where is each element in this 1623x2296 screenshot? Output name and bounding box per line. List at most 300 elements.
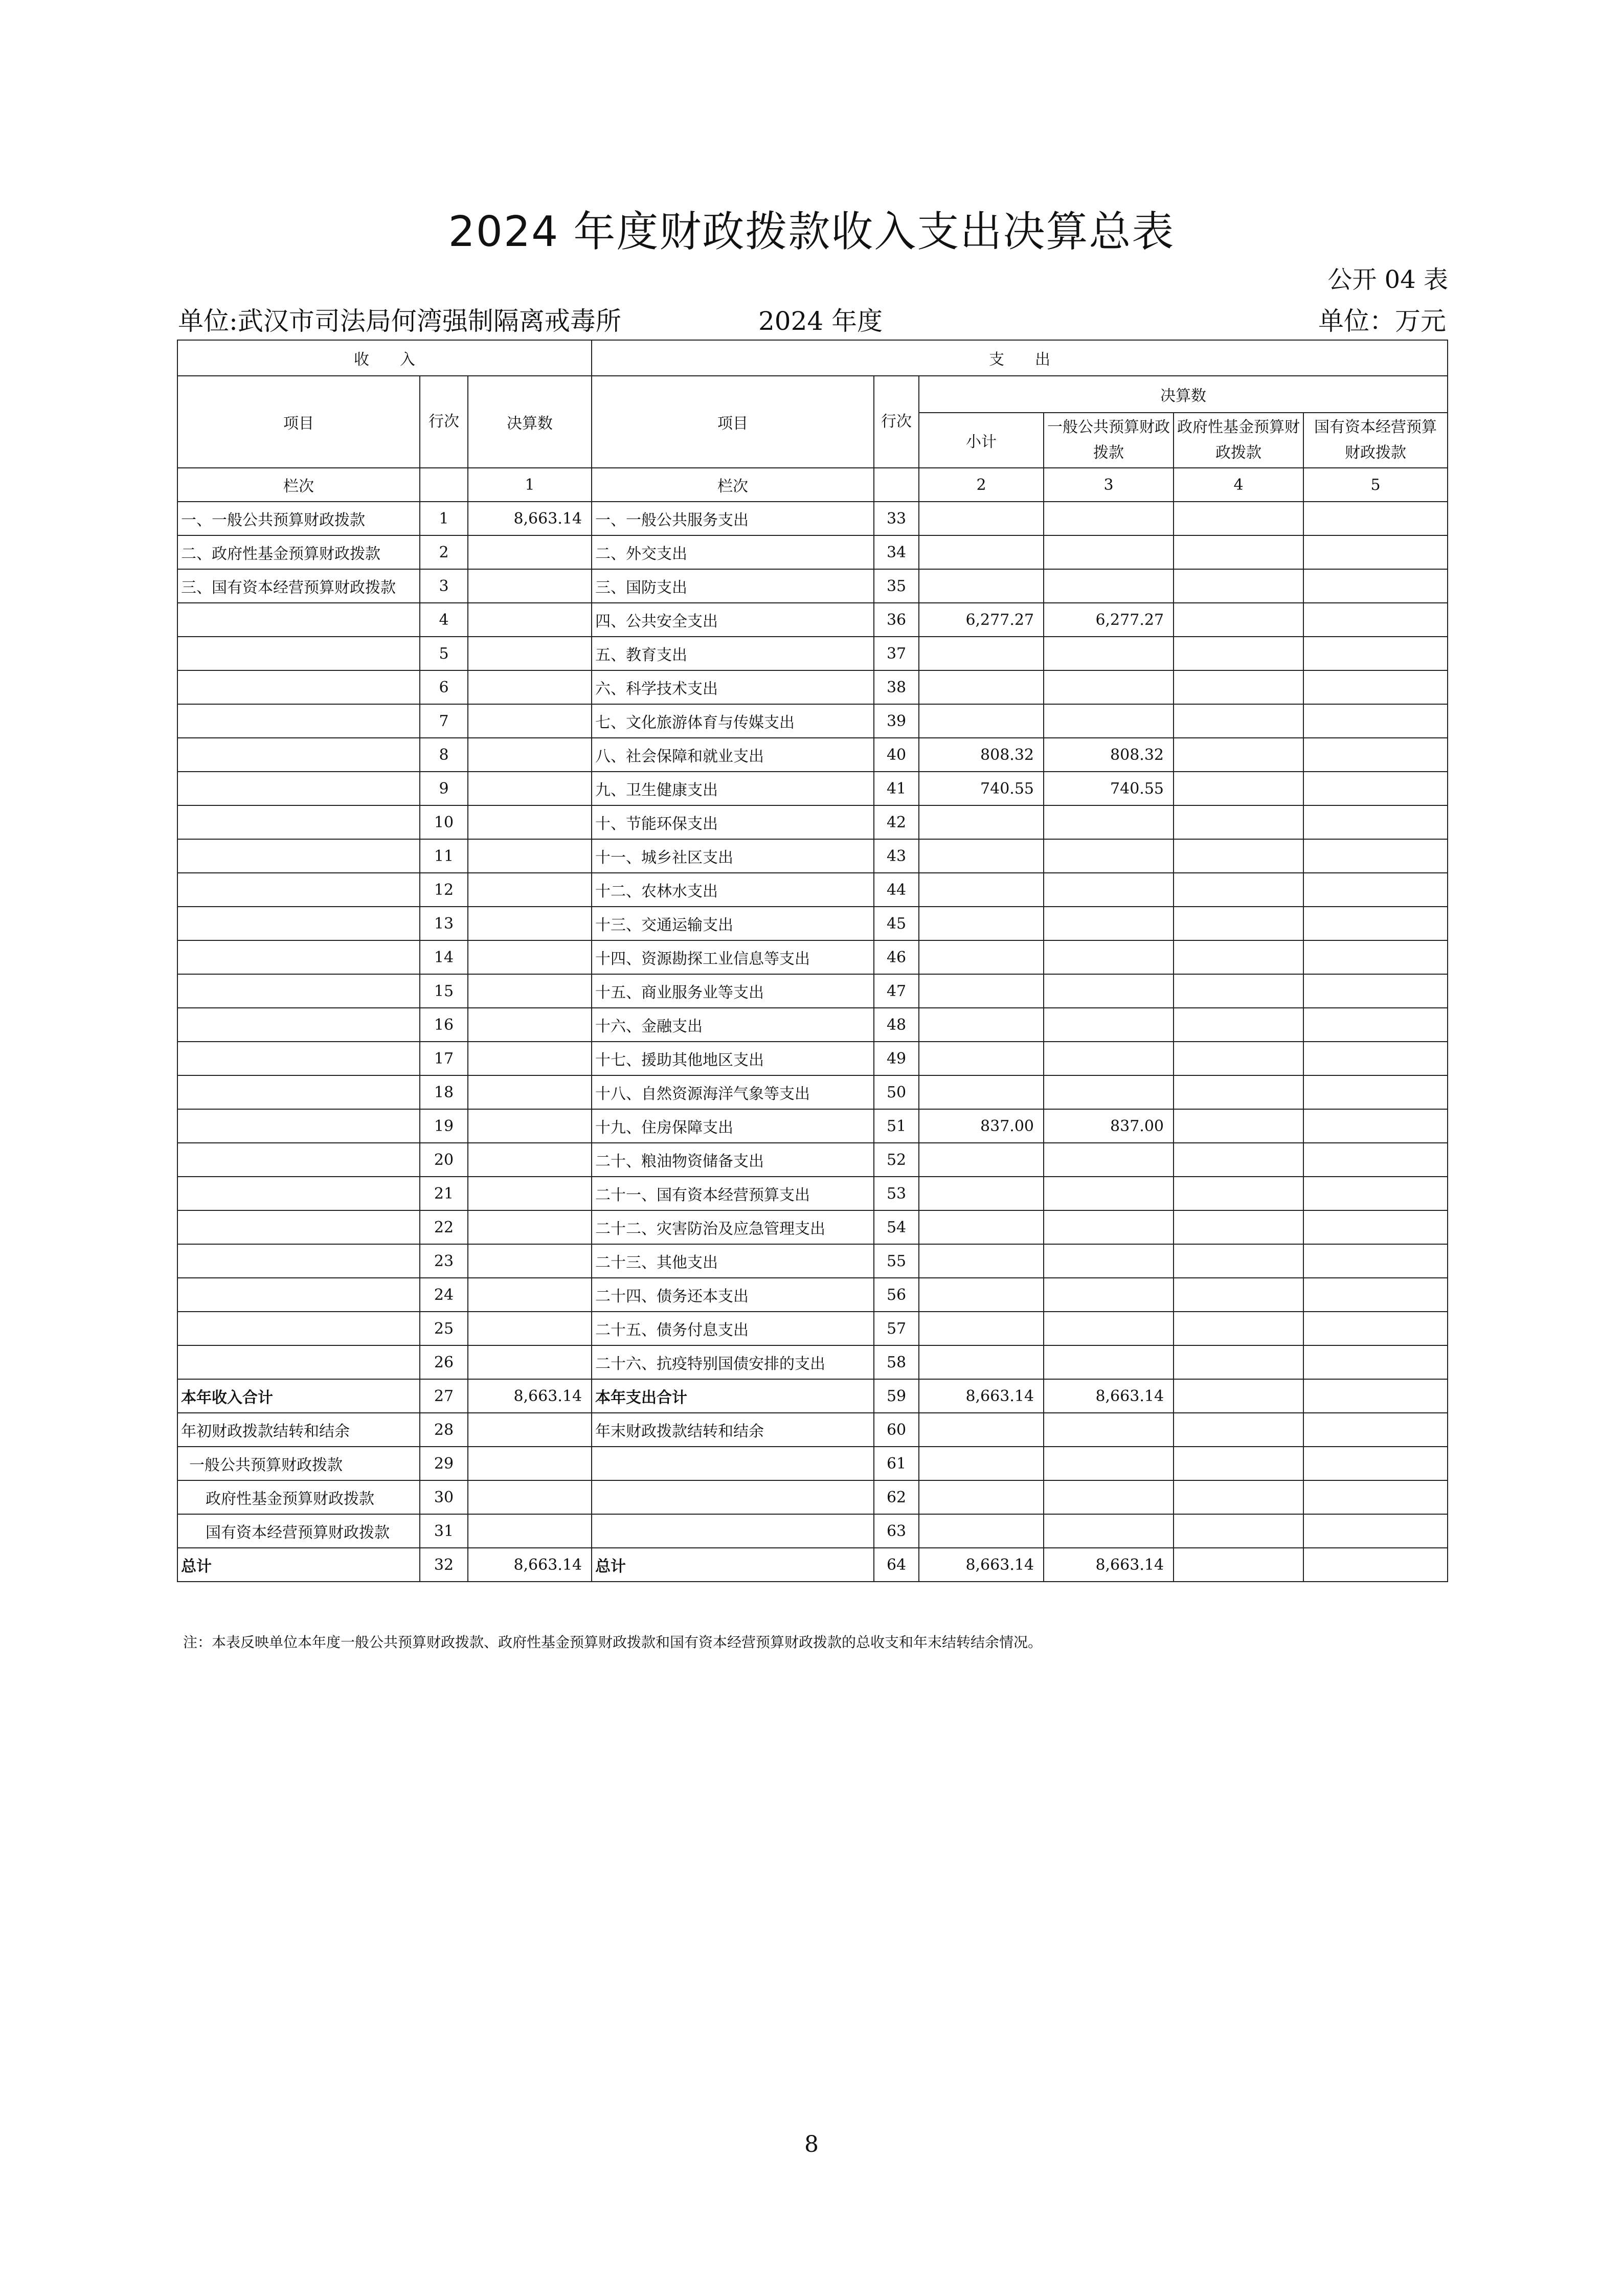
- income-item: [177, 940, 420, 974]
- expense-subtotal: [919, 1075, 1044, 1109]
- expense-state-capital: [1303, 569, 1448, 603]
- table-row: [177, 1244, 1448, 1278]
- expense-line-no: 49: [874, 1042, 919, 1075]
- income-line-no: 24: [420, 1278, 468, 1312]
- expense-state-capital: [1303, 738, 1448, 772]
- income-item: [177, 1008, 420, 1042]
- expense-general-budget: [1044, 873, 1174, 907]
- income-line-no: 31: [420, 1514, 468, 1548]
- table-row: [177, 907, 1448, 940]
- expense-general-budget: [1044, 502, 1174, 535]
- balance-row: [177, 1447, 1448, 1480]
- expense-item: 十三、交通运输支出: [592, 907, 874, 940]
- expense-state-capital: [1303, 1312, 1448, 1345]
- table-note: 注：本表反映单位本年度一般公共预算财政拨款、政府性基金预算财政拨款和国有资本经营预算财政拨款的总收支和年末结转结余情况。: [183, 1634, 1043, 1651]
- expense-fund-budget: [1174, 1244, 1303, 1278]
- expense-state-capital: [1303, 1345, 1448, 1379]
- expense-fund-budget: [1174, 907, 1303, 940]
- income-item: [177, 1244, 420, 1278]
- income-line-no: 9: [420, 772, 468, 805]
- table-row: [177, 1042, 1448, 1075]
- expense-subtotal: [919, 907, 1044, 940]
- expense-item: 本年支出合计: [592, 1379, 874, 1413]
- page-number: 8: [804, 2131, 819, 2157]
- expense-general-budget: [1044, 1413, 1174, 1447]
- expense-line-no: 52: [874, 1143, 919, 1177]
- expense-fund-budget: [1174, 535, 1303, 569]
- expense-general-budget: [1044, 907, 1174, 940]
- expense-line-no: 48: [874, 1008, 919, 1042]
- expense-line-no: 41: [874, 772, 919, 805]
- column-index-cell: 1: [468, 468, 592, 502]
- income-amount: [468, 1177, 592, 1210]
- balance-row: [177, 1413, 1448, 1447]
- expense-item: 二十三、其他支出: [592, 1244, 874, 1278]
- expense-line-no: 63: [874, 1514, 919, 1548]
- expense-general-budget: [1044, 1345, 1174, 1379]
- income-item: [177, 907, 420, 940]
- expense-subtotal: [919, 940, 1044, 974]
- expense-line-no: 34: [874, 535, 919, 569]
- income-line-no: 12: [420, 873, 468, 907]
- expense-item: 五、教育支出: [592, 637, 874, 670]
- fund-budget-header: 政府性基金预算财政拨款: [1174, 413, 1303, 468]
- table-row: [177, 738, 1448, 772]
- expense-state-capital: [1303, 502, 1448, 535]
- income-item: [177, 704, 420, 738]
- table-row: [177, 637, 1448, 670]
- expense-subtotal: [919, 1514, 1044, 1548]
- table-row: [177, 805, 1448, 839]
- expense-item: 十五、商业服务业等支出: [592, 974, 874, 1008]
- expense-line-no: 64: [874, 1548, 919, 1582]
- income-amount: [468, 1210, 592, 1244]
- expense-fund-budget: [1174, 1514, 1303, 1548]
- table-row: [177, 1177, 1448, 1210]
- general-budget-header: 一般公共预算财政拨款: [1044, 413, 1174, 468]
- expense-line-no: 56: [874, 1278, 919, 1312]
- income-line-no: 22: [420, 1210, 468, 1244]
- expense-amount-header: 决算数: [919, 376, 1448, 413]
- income-line-no: 15: [420, 974, 468, 1008]
- income-line-no: 26: [420, 1345, 468, 1379]
- expense-item: 十九、住房保障支出: [592, 1109, 874, 1143]
- expense-general-budget: 837.00: [1044, 1109, 1174, 1143]
- income-item: 政府性基金预算财政拨款: [177, 1480, 420, 1514]
- expense-fund-budget: [1174, 738, 1303, 772]
- expense-line-no: 61: [874, 1447, 919, 1480]
- expense-line-no: 60: [874, 1413, 919, 1447]
- table-row: [177, 940, 1448, 974]
- expense-fund-budget: [1174, 1447, 1303, 1480]
- income-item: [177, 1312, 420, 1345]
- expense-state-capital: [1303, 1244, 1448, 1278]
- income-amount: 8,663.14: [468, 502, 592, 535]
- income-amount: [468, 974, 592, 1008]
- expense-subtotal: 740.55: [919, 772, 1044, 805]
- expense-state-capital: [1303, 1109, 1448, 1143]
- income-item: 三、国有资本经营预算财政拨款: [177, 569, 420, 603]
- income-amount: [468, 738, 592, 772]
- expense-item-header: 项目: [592, 376, 874, 468]
- state-capital-header: 国有资本经营预算财政拨款: [1303, 413, 1448, 468]
- expense-line-no: 43: [874, 839, 919, 873]
- expense-line-no: 51: [874, 1109, 919, 1143]
- income-item: [177, 637, 420, 670]
- expense-general-budget: [1044, 569, 1174, 603]
- expense-general-budget: 6,277.27: [1044, 603, 1174, 637]
- income-section-header: 收 入: [177, 340, 592, 376]
- expense-state-capital: [1303, 1480, 1448, 1514]
- expense-fund-budget: [1174, 772, 1303, 805]
- income-line-no: 6: [420, 670, 468, 704]
- table-row: [177, 1312, 1448, 1345]
- income-amount: [468, 1514, 592, 1548]
- expense-subtotal: [919, 1312, 1044, 1345]
- expense-fund-budget: [1174, 1379, 1303, 1413]
- expense-item: 二十六、抗疫特别国债安排的支出: [592, 1345, 874, 1379]
- income-amount: [468, 535, 592, 569]
- income-amount: [468, 1447, 592, 1480]
- expense-state-capital: [1303, 839, 1448, 873]
- expense-fund-budget: [1174, 1042, 1303, 1075]
- expense-line-no: 53: [874, 1177, 919, 1210]
- income-line-no-header: 行次: [420, 376, 468, 468]
- income-item: [177, 1345, 420, 1379]
- income-amount: [468, 1042, 592, 1075]
- expense-state-capital: [1303, 1548, 1448, 1582]
- expense-fund-budget: [1174, 1312, 1303, 1345]
- expense-line-no: 46: [874, 940, 919, 974]
- table-row: [177, 603, 1448, 637]
- income-item-header: 项目: [177, 376, 420, 468]
- report-year: 2024 年度: [758, 306, 883, 336]
- income-amount: [468, 637, 592, 670]
- table-row: [177, 1143, 1448, 1177]
- expense-item: 二十一、国有资本经营预算支出: [592, 1177, 874, 1210]
- income-line-no: 11: [420, 839, 468, 873]
- income-line-no: 13: [420, 907, 468, 940]
- income-amount: [468, 569, 592, 603]
- subtotal-header: 小计: [919, 413, 1044, 468]
- expense-subtotal: [919, 873, 1044, 907]
- income-item: 二、政府性基金预算财政拨款: [177, 535, 420, 569]
- expense-subtotal: [919, 839, 1044, 873]
- income-amount: [468, 704, 592, 738]
- table-row: [177, 502, 1448, 535]
- expense-line-no-header: 行次: [874, 376, 919, 468]
- expense-line-no: 36: [874, 603, 919, 637]
- expense-subtotal: [919, 1413, 1044, 1447]
- balance-row: [177, 1480, 1448, 1514]
- expense-fund-budget: [1174, 1345, 1303, 1379]
- expense-item: 十六、金融支出: [592, 1008, 874, 1042]
- column-header-row: [177, 376, 1448, 413]
- expense-section-header: 支 出: [592, 340, 1448, 376]
- unit-line: [178, 301, 1446, 336]
- income-amount: [468, 1008, 592, 1042]
- income-line-no: 2: [420, 535, 468, 569]
- expense-fund-budget: [1174, 502, 1303, 535]
- income-item: [177, 1210, 420, 1244]
- income-amount: [468, 1075, 592, 1109]
- organization-name: 单位:武汉市司法局何湾强制隔离戒毒所: [178, 306, 621, 336]
- expense-fund-budget: [1174, 1075, 1303, 1109]
- expense-fund-budget: [1174, 974, 1303, 1008]
- expense-general-budget: [1044, 1312, 1174, 1345]
- income-amount-header: 决算数: [468, 376, 592, 468]
- income-line-no: 23: [420, 1244, 468, 1278]
- table-row: [177, 569, 1448, 603]
- income-line-no: 20: [420, 1143, 468, 1177]
- expense-state-capital: [1303, 772, 1448, 805]
- expense-state-capital: [1303, 535, 1448, 569]
- income-line-no: 32: [420, 1548, 468, 1582]
- income-amount: [468, 1345, 592, 1379]
- expense-fund-budget: [1174, 637, 1303, 670]
- expense-fund-budget: [1174, 1008, 1303, 1042]
- appropriation-summary-table: [177, 340, 1448, 1582]
- income-line-no: 27: [420, 1379, 468, 1413]
- income-amount: [468, 1413, 592, 1447]
- income-amount: [468, 1480, 592, 1514]
- expense-general-budget: [1044, 1042, 1174, 1075]
- expense-line-no: 59: [874, 1379, 919, 1413]
- expense-general-budget: [1044, 1514, 1174, 1548]
- income-line-no: 10: [420, 805, 468, 839]
- expense-subtotal: [919, 1345, 1044, 1379]
- expense-general-budget: [1044, 805, 1174, 839]
- income-item: [177, 1143, 420, 1177]
- expense-line-no: 62: [874, 1480, 919, 1514]
- income-item: 本年收入合计: [177, 1379, 420, 1413]
- expense-general-budget: [1044, 670, 1174, 704]
- expense-fund-budget: [1174, 569, 1303, 603]
- income-amount: [468, 1244, 592, 1278]
- expense-fund-budget: [1174, 670, 1303, 704]
- table-row: [177, 1109, 1448, 1143]
- income-line-no: 30: [420, 1480, 468, 1514]
- income-amount: [468, 1312, 592, 1345]
- expense-state-capital: [1303, 1413, 1448, 1447]
- expense-item: 六、科学技术支出: [592, 670, 874, 704]
- expense-line-no: 55: [874, 1244, 919, 1278]
- expense-item: 九、卫生健康支出: [592, 772, 874, 805]
- expense-line-no: 58: [874, 1345, 919, 1379]
- expense-general-budget: [1044, 704, 1174, 738]
- expense-fund-budget: [1174, 1210, 1303, 1244]
- expense-general-budget: [1044, 1244, 1174, 1278]
- expense-subtotal: [919, 1244, 1044, 1278]
- expense-subtotal: [919, 637, 1044, 670]
- table-row: [177, 839, 1448, 873]
- expense-fund-budget: [1174, 1278, 1303, 1312]
- expense-state-capital: [1303, 1042, 1448, 1075]
- expense-item: [592, 1447, 874, 1480]
- expense-line-no: 42: [874, 805, 919, 839]
- income-line-no: 29: [420, 1447, 468, 1480]
- expense-general-budget: [1044, 1143, 1174, 1177]
- balance-row: [177, 1514, 1448, 1548]
- expense-item: 四、公共安全支出: [592, 603, 874, 637]
- income-amount: [468, 772, 592, 805]
- expense-state-capital: [1303, 1379, 1448, 1413]
- income-line-no: 14: [420, 940, 468, 974]
- expense-state-capital: [1303, 1447, 1448, 1480]
- expense-subtotal: 8,663.14: [919, 1379, 1044, 1413]
- income-amount: 8,663.14: [468, 1548, 592, 1582]
- income-amount: [468, 907, 592, 940]
- expense-item: 十一、城乡社区支出: [592, 839, 874, 873]
- expense-fund-budget: [1174, 1109, 1303, 1143]
- expense-item: [592, 1480, 874, 1514]
- expense-general-budget: [1044, 1008, 1174, 1042]
- income-line-no: 4: [420, 603, 468, 637]
- expense-fund-budget: [1174, 873, 1303, 907]
- expense-state-capital: [1303, 1008, 1448, 1042]
- table-row: [177, 1210, 1448, 1244]
- expense-fund-budget: [1174, 603, 1303, 637]
- column-index-cell: 4: [1174, 468, 1303, 502]
- expense-fund-budget: [1174, 704, 1303, 738]
- table-row: [177, 1278, 1448, 1312]
- income-item: [177, 1177, 420, 1210]
- income-line-no: 16: [420, 1008, 468, 1042]
- expense-fund-budget: [1174, 1177, 1303, 1210]
- expense-state-capital: [1303, 1143, 1448, 1177]
- income-line-no: 1: [420, 502, 468, 535]
- table-row: [177, 772, 1448, 805]
- column-index-cell: 5: [1303, 468, 1448, 502]
- expense-fund-budget: [1174, 839, 1303, 873]
- currency-unit: 单位：万元: [1318, 306, 1446, 336]
- income-item: [177, 873, 420, 907]
- expense-fund-budget: [1174, 1143, 1303, 1177]
- income-amount: [468, 839, 592, 873]
- expense-state-capital: [1303, 637, 1448, 670]
- expense-general-budget: 808.32: [1044, 738, 1174, 772]
- income-item: 年初财政拨款结转和结余: [177, 1413, 420, 1447]
- expense-line-no: 47: [874, 974, 919, 1008]
- table-row: [177, 535, 1448, 569]
- expense-subtotal: [919, 1143, 1044, 1177]
- column-index-label: 栏次: [592, 468, 874, 502]
- expense-general-budget: [1044, 940, 1174, 974]
- expense-state-capital: [1303, 1177, 1448, 1210]
- expense-general-budget: 8,663.14: [1044, 1548, 1174, 1582]
- expense-item: 七、文化旅游体育与传媒支出: [592, 704, 874, 738]
- expense-general-budget: [1044, 1177, 1174, 1210]
- table-row: [177, 670, 1448, 704]
- expense-subtotal: [919, 974, 1044, 1008]
- expense-general-budget: [1044, 637, 1174, 670]
- expense-general-budget: [1044, 1480, 1174, 1514]
- table-row: [177, 974, 1448, 1008]
- expense-state-capital: [1303, 974, 1448, 1008]
- expense-subtotal: 808.32: [919, 738, 1044, 772]
- expense-item: 十二、农林水支出: [592, 873, 874, 907]
- expense-subtotal: [919, 1177, 1044, 1210]
- income-item: [177, 772, 420, 805]
- expense-subtotal: [919, 1278, 1044, 1312]
- expense-state-capital: [1303, 603, 1448, 637]
- expense-state-capital: [1303, 805, 1448, 839]
- income-item: [177, 1278, 420, 1312]
- income-item: 总计: [177, 1548, 420, 1582]
- income-item: [177, 603, 420, 637]
- income-item: [177, 670, 420, 704]
- income-line-no: 25: [420, 1312, 468, 1345]
- expense-item: 年末财政拨款结转和结余: [592, 1413, 874, 1447]
- table-row: [177, 1345, 1448, 1379]
- expense-item: 二十四、债务还本支出: [592, 1278, 874, 1312]
- expense-item: 十七、援助其他地区支出: [592, 1042, 874, 1075]
- income-line-no: 3: [420, 569, 468, 603]
- grand-total-row: [177, 1548, 1448, 1582]
- income-item: [177, 1109, 420, 1143]
- income-line-no: 21: [420, 1177, 468, 1210]
- expense-item: 十四、资源勘探工业信息等支出: [592, 940, 874, 974]
- expense-subtotal: [919, 1210, 1044, 1244]
- income-item: [177, 1042, 420, 1075]
- expense-item: 一、一般公共服务支出: [592, 502, 874, 535]
- column-index-cell: [874, 468, 919, 502]
- expense-fund-budget: [1174, 1480, 1303, 1514]
- income-line-no: 18: [420, 1075, 468, 1109]
- income-amount: [468, 670, 592, 704]
- expense-subtotal: [919, 1480, 1044, 1514]
- column-index-cell: [420, 468, 468, 502]
- expense-state-capital: [1303, 704, 1448, 738]
- income-amount: [468, 873, 592, 907]
- expense-subtotal: [919, 1008, 1044, 1042]
- expense-line-no: 39: [874, 704, 919, 738]
- income-line-no: 8: [420, 738, 468, 772]
- table-row: [177, 1008, 1448, 1042]
- expense-state-capital: [1303, 1075, 1448, 1109]
- expense-state-capital: [1303, 940, 1448, 974]
- expense-subtotal: [919, 502, 1044, 535]
- column-index-cell: 2: [919, 468, 1044, 502]
- column-index-row: [177, 468, 1448, 502]
- year-total-row: [177, 1379, 1448, 1413]
- table-row: [177, 1075, 1448, 1109]
- expense-subtotal: [919, 535, 1044, 569]
- income-item: [177, 839, 420, 873]
- income-item: [177, 1075, 420, 1109]
- column-index-label: 栏次: [177, 468, 420, 502]
- income-amount: [468, 940, 592, 974]
- expense-line-no: 54: [874, 1210, 919, 1244]
- expense-line-no: 35: [874, 569, 919, 603]
- income-line-no: 5: [420, 637, 468, 670]
- income-item: 一般公共预算财政拨款: [177, 1447, 420, 1480]
- income-amount: [468, 1109, 592, 1143]
- income-amount: 8,663.14: [468, 1379, 592, 1413]
- expense-line-no: 57: [874, 1312, 919, 1345]
- table-number: 公开 04 表: [1327, 265, 1448, 294]
- expense-fund-budget: [1174, 1548, 1303, 1582]
- expense-general-budget: [1044, 1447, 1174, 1480]
- expense-line-no: 38: [874, 670, 919, 704]
- expense-general-budget: [1044, 839, 1174, 873]
- expense-fund-budget: [1174, 940, 1303, 974]
- expense-subtotal: [919, 569, 1044, 603]
- expense-line-no: 45: [874, 907, 919, 940]
- expense-item: 十、节能环保支出: [592, 805, 874, 839]
- expense-item: 二十五、债务付息支出: [592, 1312, 874, 1345]
- expense-item: 二十二、灾害防治及应急管理支出: [592, 1210, 874, 1244]
